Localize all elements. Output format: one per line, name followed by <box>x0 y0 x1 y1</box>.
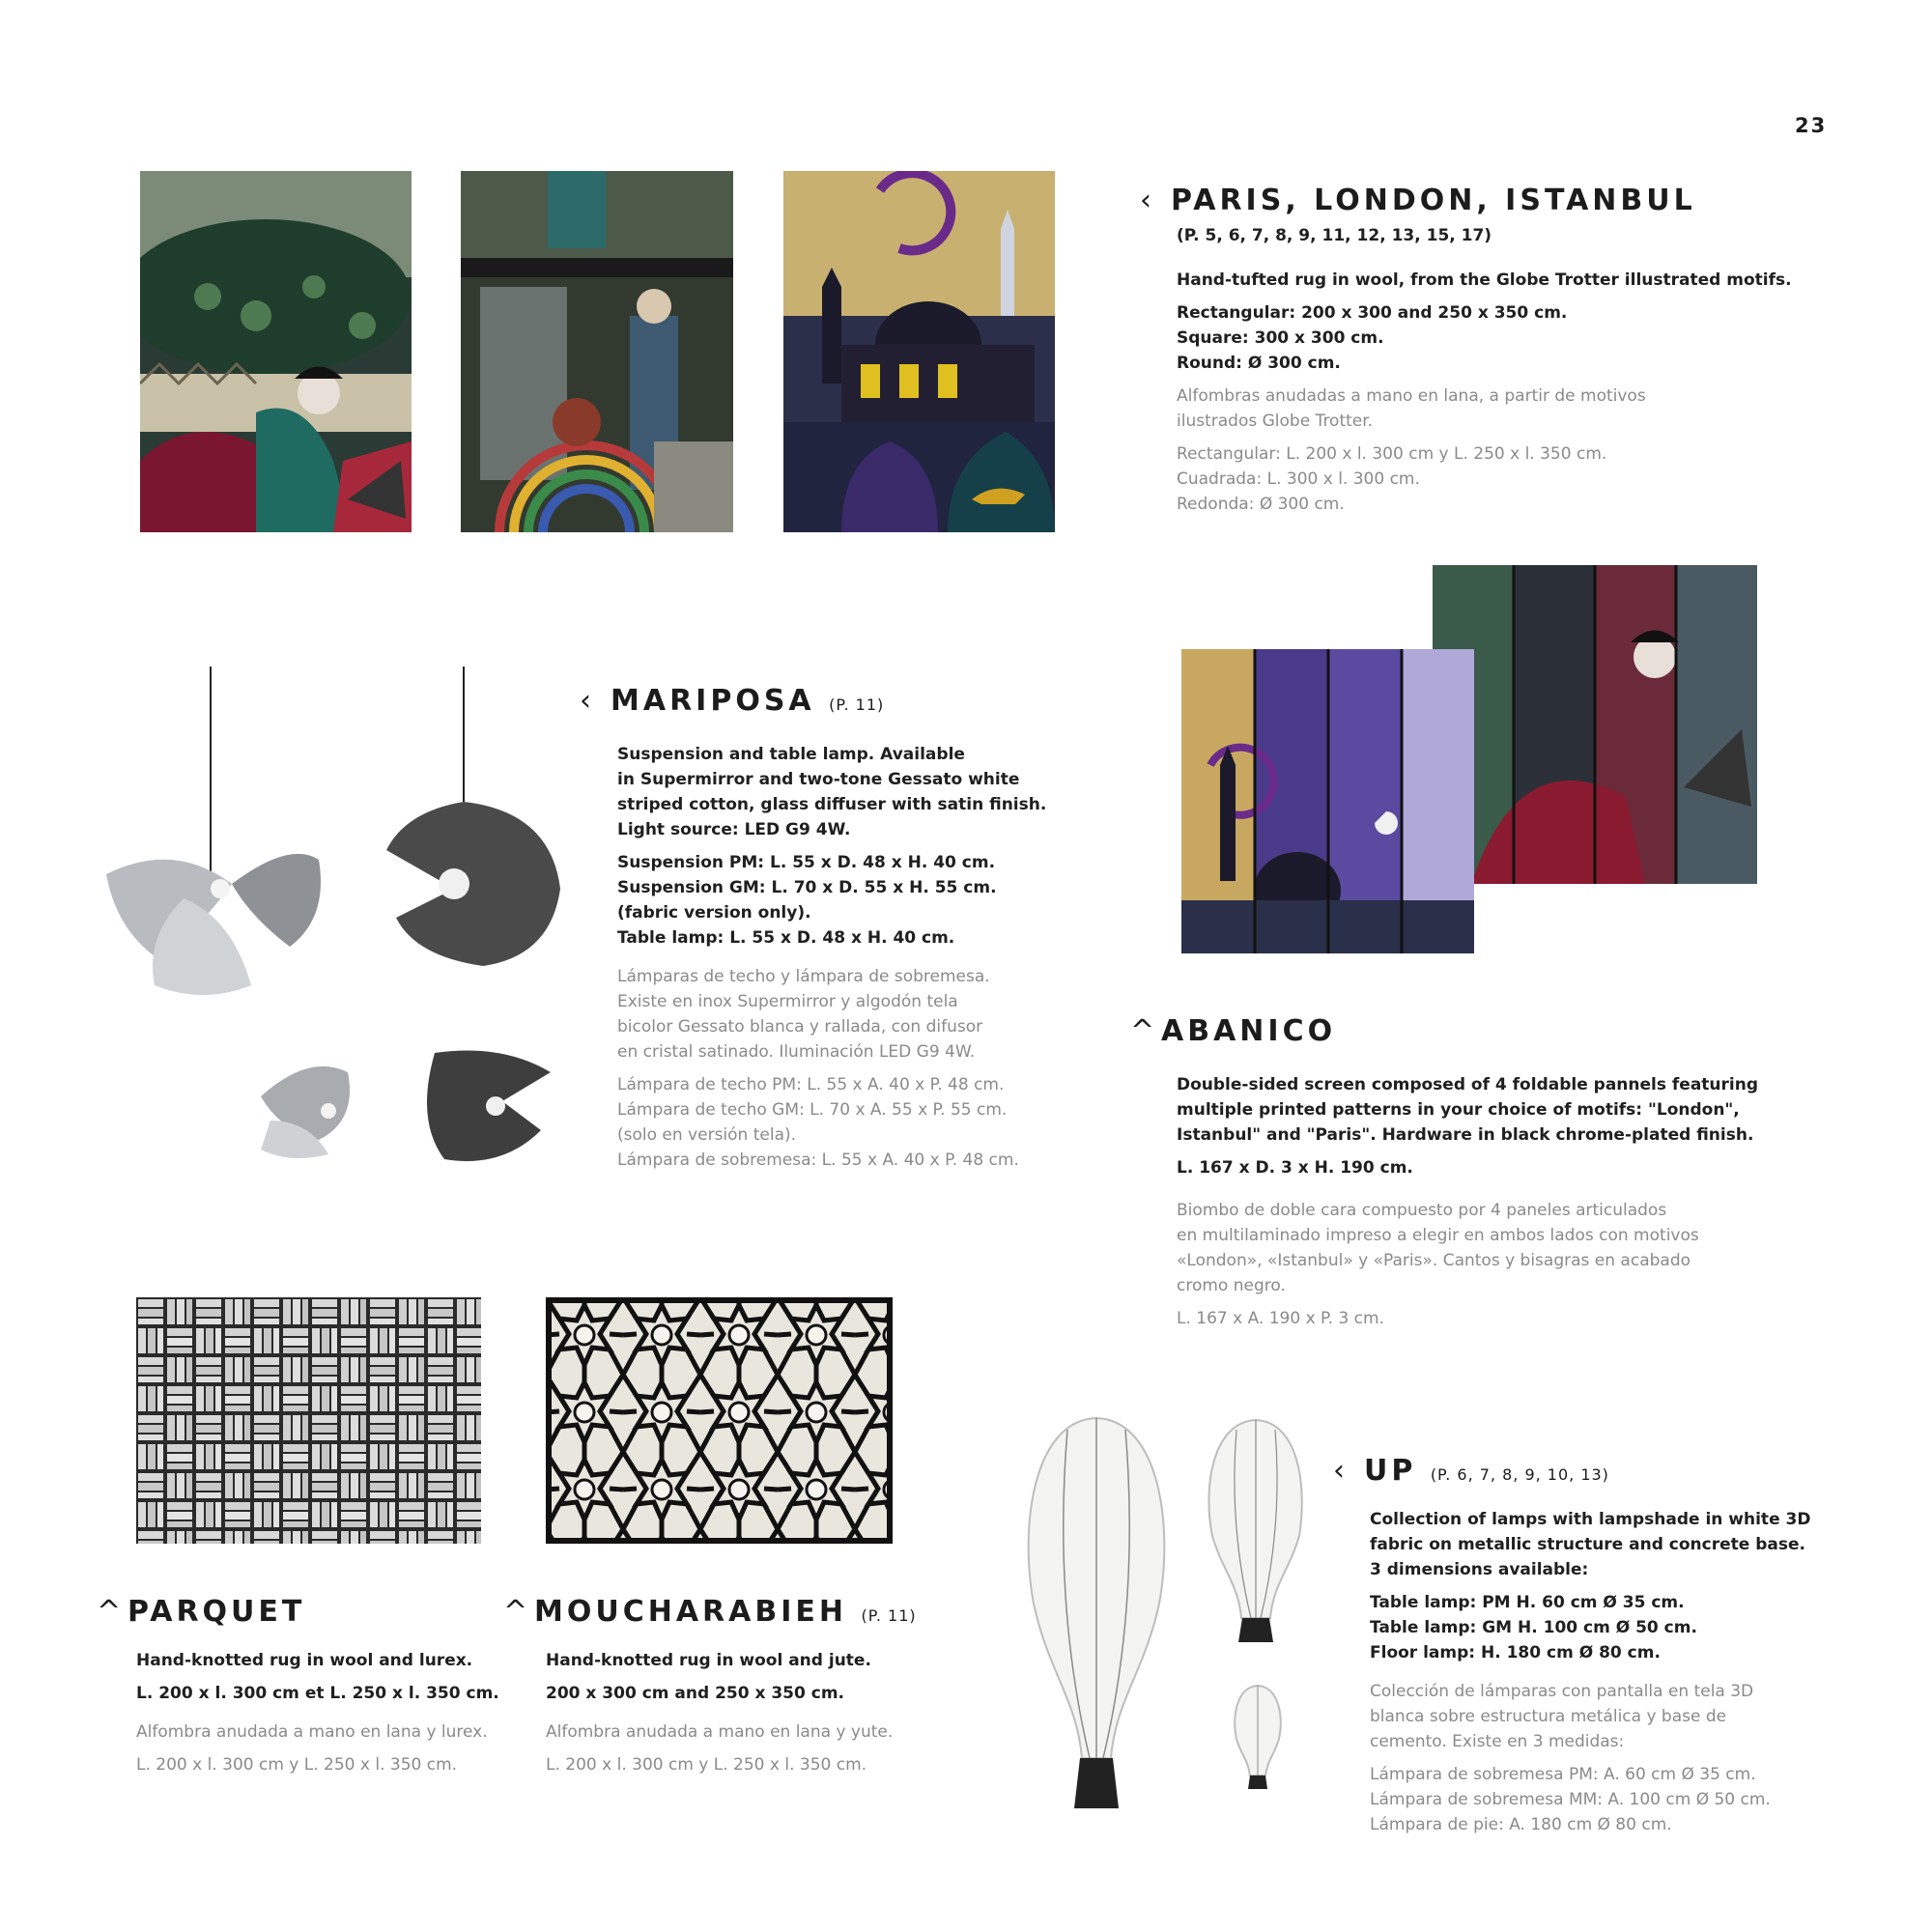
parquet-en-desc: Hand-knotted rug in wool and lurex. <box>136 1651 473 1670</box>
parquet-description <box>136 1648 499 1777</box>
chevron-up-icon: ^ <box>503 1595 528 1629</box>
abanico-en-desc-2: multiple printed patterns in your choice of motifs: "London", <box>1177 1100 1740 1120</box>
section-title-moucharabieh <box>503 1595 917 1634</box>
paris-title: PARIS, LONDON, ISTANBUL <box>1171 184 1696 217</box>
mariposa-es-desc-4: en cristal satinado. Iluminación LED G9 4W. <box>617 1042 976 1062</box>
section-title-paris <box>1140 184 1696 218</box>
mariposa-es-dim-2: Lámpara de techo GM: L. 70 x A. 55 x P. 55 cm. <box>617 1100 1008 1120</box>
mariposa-ref: (P. 11) <box>829 696 885 714</box>
mariposa-en-desc-1: Suspension and table lamp. Available <box>617 745 965 764</box>
section-title-abanico <box>1130 1014 1336 1049</box>
paris-es-dim-2: Cuadrada: L. 300 x l. 300 cm. <box>1177 469 1420 489</box>
rug-image-istanbul <box>783 171 1055 532</box>
abanico-title: ABANICO <box>1161 1014 1337 1048</box>
up-es-desc-3: cemento. Existe en 3 medidas: <box>1370 1732 1625 1751</box>
moucharabieh-es-desc: Alfombra anudada a mano en lana y yute. <box>546 1722 894 1742</box>
paris-en-dim-1: Rectangular: 200 x 300 and 250 x 350 cm. <box>1177 303 1568 323</box>
chevron-left-icon: ‹ <box>1333 1454 1345 1488</box>
parquet-es-dims: L. 200 x l. 300 cm y L. 250 x l. 350 cm. <box>136 1755 458 1775</box>
up-es-dim-3: Lámpara de pie: A. 180 cm Ø 80 cm. <box>1370 1815 1672 1834</box>
mariposa-en-dim-4: Table lamp: L. 55 x D. 48 x H. 40 cm. <box>617 928 955 948</box>
up-en-dim-1: Table lamp: PM H. 60 cm Ø 35 cm. <box>1370 1593 1685 1612</box>
up-en-desc-2: fabric on metallic structure and concrete base. <box>1370 1535 1805 1554</box>
up-ref: (P. 6, 7, 8, 9, 10, 13) <box>1430 1465 1609 1484</box>
parquet-title: PARQUET <box>128 1595 306 1629</box>
up-en-desc-3: 3 dimensions available: <box>1370 1560 1589 1579</box>
abanico-description <box>1177 1072 1758 1331</box>
moucharabieh-es-dims: L. 200 x l. 300 cm y L. 250 x l. 350 cm. <box>546 1755 867 1775</box>
moucharabieh-rug-image <box>546 1297 893 1544</box>
mariposa-es-desc-3: bicolor Gessato blanca y rallada, con difusor <box>617 1017 983 1037</box>
paris-es-dim-1: Rectangular: L. 200 x l. 300 cm y L. 250 x l. 350 cm. <box>1177 444 1607 464</box>
section-title-mariposa <box>580 684 884 723</box>
chevron-up-icon: ^ <box>97 1595 122 1629</box>
moucharabieh-en-desc: Hand-knotted rug in wool and jute. <box>546 1651 871 1670</box>
chevron-up-icon: ^ <box>1130 1014 1155 1048</box>
abanico-en-desc-3: Istanbul" and "Paris". Hardware in black chrome-plated finish. <box>1177 1125 1754 1145</box>
paris-description <box>1177 223 1792 517</box>
up-es-desc-1: Colección de lámparas con pantalla en tela 3D <box>1370 1682 1754 1701</box>
abanico-es-desc-3: «London», «Istanbul» y «Paris». Cantos y bisagras en acabado <box>1177 1251 1691 1270</box>
up-en-dim-2: Table lamp: GM H. 100 cm Ø 50 cm. <box>1370 1618 1697 1637</box>
mariposa-es-dim-4: Lámpara de sobremesa: L. 55 x A. 40 x P. 48 cm. <box>617 1151 1019 1170</box>
paris-ref: (P. 5, 6, 7, 8, 9, 11, 12, 13, 15, 17) <box>1177 226 1492 245</box>
mariposa-en-dim-1: Suspension PM: L. 55 x D. 48 x H. 40 cm. <box>617 853 996 872</box>
paris-en-dim-2: Square: 300 x 300 cm. <box>1177 328 1384 348</box>
mariposa-en-desc-2: in Supermirror and two-tone Gessato white <box>617 770 1020 789</box>
moucharabieh-en-dims: 200 x 300 cm and 250 x 350 cm. <box>546 1684 845 1703</box>
page-number: 23 <box>1795 114 1828 137</box>
parquet-rug-image <box>136 1297 481 1544</box>
up-lamps-image <box>1014 1410 1304 1816</box>
abanico-es-desc-2: en multilaminado impreso a elegir en ambos lados con motivos <box>1177 1226 1699 1245</box>
moucharabieh-title: MOUCHARABIEH <box>534 1595 848 1629</box>
paris-es-dim-3: Redonda: Ø 300 cm. <box>1177 495 1345 514</box>
abanico-screen-back-image <box>1433 565 1757 884</box>
up-es-desc-2: blanca sobre estructura metálica y base de <box>1370 1707 1727 1726</box>
mariposa-en-desc-4: Light source: LED G9 4W. <box>617 820 851 839</box>
mariposa-es-dim-1: Lámpara de techo PM: L. 55 x A. 40 x P. 48 cm. <box>617 1075 1005 1094</box>
mariposa-en-desc-3: striped cotton, glass diffuser with satin finish. <box>617 795 1047 814</box>
mariposa-en-dim-3: (fabric version only). <box>617 903 811 923</box>
abanico-es-dims: L. 167 x A. 190 x P. 3 cm. <box>1177 1309 1384 1328</box>
paris-es-desc-1: Alfombras anudadas a mano en lana, a partir de motivos <box>1177 386 1646 406</box>
paris-en-desc: Hand-tufted rug in wool, from the Globe Trotter illustrated motifs. <box>1177 270 1792 290</box>
mariposa-description <box>617 742 1046 1173</box>
chevron-left-icon: ‹ <box>1140 184 1151 217</box>
abanico-en-desc-1: Double-sided screen composed of 4 foldable pannels featuring <box>1177 1075 1758 1094</box>
mariposa-en-dim-2: Suspension GM: L. 70 x D. 55 x H. 55 cm. <box>617 878 997 897</box>
moucharabieh-ref: (P. 11) <box>861 1606 917 1625</box>
abanico-en-dims: L. 167 x D. 3 x H. 190 cm. <box>1177 1158 1413 1178</box>
up-en-dim-3: Floor lamp: H. 180 cm Ø 80 cm. <box>1370 1643 1661 1662</box>
up-en-desc-1: Collection of lamps with lampshade in white 3D <box>1370 1510 1811 1529</box>
mariposa-es-desc-1: Lámparas de techo y lámpara de sobremesa. <box>617 967 990 986</box>
abanico-screen-front-image <box>1181 649 1474 953</box>
abanico-es-desc-4: cromo negro. <box>1177 1276 1286 1295</box>
rug-image-london <box>140 171 412 532</box>
moucharabieh-description <box>546 1648 893 1777</box>
mariposa-lamps-image <box>97 667 580 1179</box>
paris-es-desc-2: ilustrados Globe Trotter. <box>1177 412 1374 431</box>
parquet-en-dims: L. 200 x l. 300 cm et L. 250 x l. 350 cm. <box>136 1684 499 1703</box>
parquet-es-desc: Alfombra anudada a mano en lana y lurex. <box>136 1722 488 1742</box>
up-title: UP <box>1364 1454 1417 1488</box>
mariposa-es-dim-3: (solo en versión tela). <box>617 1125 797 1145</box>
up-description <box>1370 1507 1810 1837</box>
mariposa-es-desc-2: Existe en inox Supermirror y algodón tela <box>617 992 958 1011</box>
up-es-dim-2: Lámpara de sobremesa MM: A. 100 cm Ø 50 cm. <box>1370 1790 1771 1809</box>
mariposa-title: MARIPOSA <box>611 684 815 718</box>
section-title-up <box>1333 1454 1609 1492</box>
up-es-dim-1: Lámpara de sobremesa PM: A. 60 cm Ø 35 cm. <box>1370 1765 1756 1784</box>
chevron-left-icon: ‹ <box>580 684 591 718</box>
section-title-parquet <box>97 1595 305 1630</box>
paris-en-dim-3: Round: Ø 300 cm. <box>1177 354 1341 373</box>
abanico-es-desc-1: Biombo de doble cara compuesto por 4 paneles articulados <box>1177 1201 1667 1220</box>
rug-image-paris <box>461 171 733 532</box>
